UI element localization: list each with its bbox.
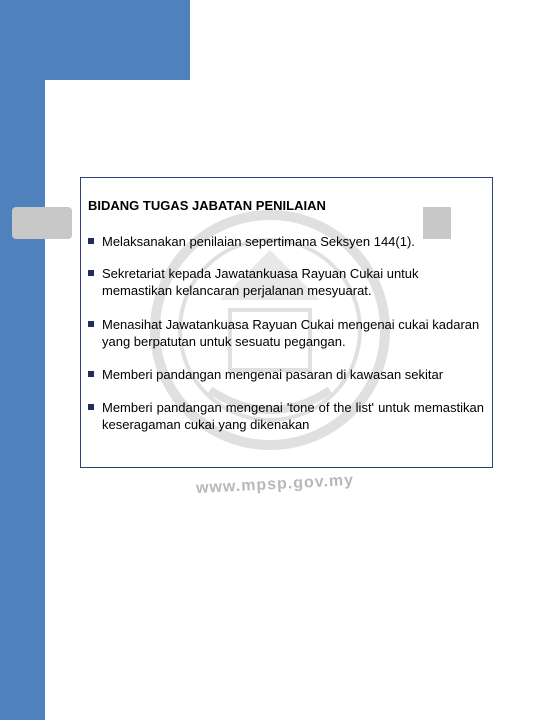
- list-item-text: Sekretariat kepada Jawatankuasa Rayuan Cukai untuk memastikan kelancaran perjalanan mesyuarat.: [102, 266, 419, 298]
- list-item-text: Melaksanakan penilaian sepertimana Seksyen 144(1).: [102, 234, 415, 249]
- bullet-icon: [88, 238, 94, 244]
- website-watermark: www.mpsp.gov.my: [195, 471, 355, 498]
- list-item: [88, 316, 484, 350]
- bullet-icon: [88, 371, 94, 377]
- list-item-text: Memberi pandangan mengenai 'tone of the list' untuk memastikan keseragaman cukai yang dikenakan: [102, 400, 484, 432]
- list-item: [88, 366, 484, 383]
- left-accent-bar: [0, 0, 45, 720]
- title-tab-left: [12, 207, 72, 239]
- list-item-text: Memberi pandangan mengenai pasaran di kawasan sekitar: [102, 367, 444, 382]
- list-item-text: Menasihat Jawatankuasa Rayuan Cukai mengenai cukai kadaran yang berpatutan untuk sesuatu pegangan.: [102, 317, 480, 349]
- list-item: [88, 233, 484, 250]
- list-item: [88, 265, 484, 299]
- bullet-icon: [88, 270, 94, 276]
- bullet-icon: [88, 321, 94, 327]
- page-title: BIDANG TUGAS JABATAN PENILAIAN: [88, 198, 326, 213]
- top-accent-bar: [0, 0, 190, 80]
- bullet-icon: [88, 404, 94, 410]
- list-item: [88, 399, 484, 433]
